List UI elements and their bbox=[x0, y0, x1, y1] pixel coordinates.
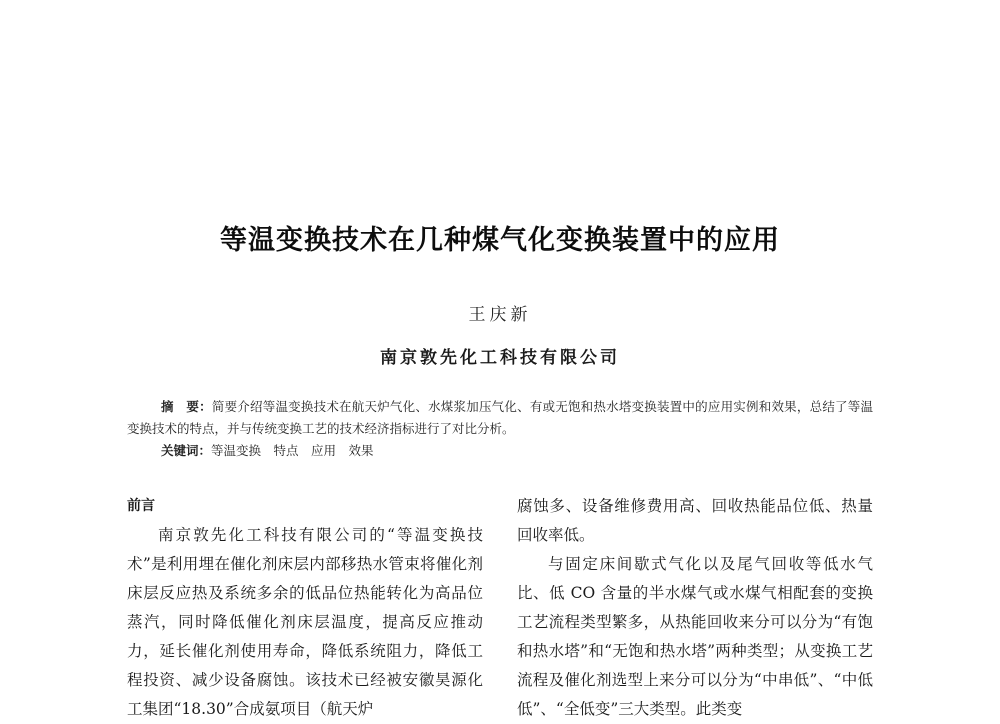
right-paragraph-continuation: 腐蚀多、设备维修费用高、回收热能品位低、热量回收率低。 bbox=[517, 497, 873, 544]
keywords-label: 关键词： bbox=[161, 443, 212, 458]
left-column bbox=[127, 492, 483, 724]
author-name: 王庆新 bbox=[468, 305, 532, 325]
keywords-text: 等温变换 特点 应用 效果 bbox=[211, 443, 374, 458]
section-heading-preface: 前言 bbox=[127, 498, 155, 514]
author-affiliation: 南京敦先化工科技有限公司 bbox=[380, 348, 620, 368]
paper-title: 等温变换技术在几种煤气化变换装置中的应用 bbox=[220, 225, 780, 256]
right-paragraph-process-types: 与固定床间歇式气化以及尾气回收等低水气比、低 CO 含量的半水煤气或水煤气相配套的变换工艺流程类型繁多，从热能回收来分可以分为“有饱和热水塔”和“无饱和热水塔”两种类型；从变换工艺流程及催化剂选型上来分可以分为“中串低”、“中低低”、“全低变”三大类型。此类变 bbox=[517, 555, 873, 718]
right-column bbox=[517, 492, 873, 724]
abstract-block bbox=[127, 396, 873, 462]
abstract-label: 摘 要： bbox=[161, 399, 212, 414]
abstract-paragraph bbox=[127, 396, 873, 440]
abstract-text: 简要介绍等温变换技术在航天炉气化、水煤浆加压气化、有或无饱和热水塔变换装置中的应用实例和效果，总结了等温变换技术的特点，并与传统变换工艺的技术经济指标进行了对比分析。 bbox=[127, 399, 873, 436]
preface-paragraph: 南京敦先化工科技有限公司的“等温变换技术”是利用埋在催化剂床层内部移热水管束将催化剂床层反应热及系统多余的低品位热能转化为高品位蒸汽，同时降低催化剂床层温度，提高反应推动力，延长催化剂使用寿命，降低系统阻力，降低工程投资、减少设备腐蚀。该技术已经被安徽昊源化工集团“18.30”合成氨项目（航天炉 bbox=[127, 526, 483, 718]
keywords-line bbox=[127, 440, 873, 462]
